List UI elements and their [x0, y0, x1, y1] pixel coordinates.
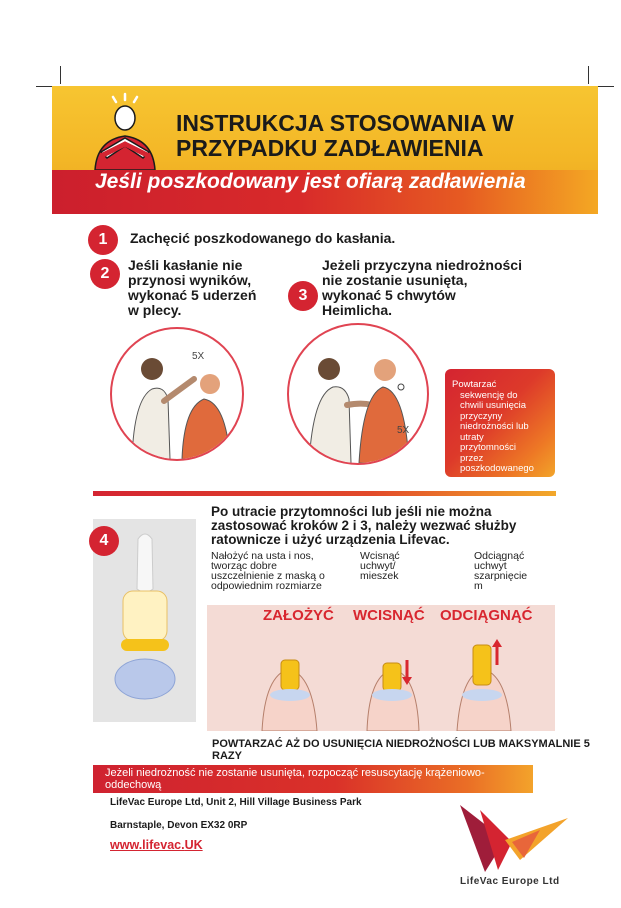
text-line: Po utracie przytomności lub jeśli nie można: [211, 504, 492, 519]
back-blow-illustration: [110, 327, 244, 461]
section-divider: [93, 491, 556, 496]
step-4-sub-1: [211, 551, 351, 591]
address-line-2: Barnstaple, Devon EX32 0RP: [110, 820, 248, 831]
step-number-3: 3: [288, 281, 318, 311]
text-line: sekwencję do: [460, 389, 518, 401]
repeat-until-note: [212, 738, 612, 762]
text-line: POWTARZAĆ AŻ DO USUNIĘCIA NIEDROŻNOŚCI LUB MAKSYMALNIE 5: [212, 738, 590, 750]
title-line: INSTRUKCJA STOSOWANIA W: [176, 110, 514, 136]
lifevac-logo-icon: [450, 800, 570, 875]
text-line: szarpnięcie: [474, 570, 528, 582]
step-2-text: [128, 258, 256, 318]
crop-mark: [60, 66, 61, 84]
text-line: tworząc dobre: [211, 560, 277, 572]
text-line: wykonać 5 uderzeń: [128, 287, 257, 303]
text-line: Odciągnąć: [474, 550, 525, 562]
text-line: Jeśli kasłanie nie: [128, 257, 243, 273]
text-line: uszczelnienie z maską o: [211, 570, 325, 582]
text-line: poszkodowanego: [460, 463, 534, 474]
text-line: niedrożności lub: [460, 421, 529, 432]
website-link[interactable]: [110, 838, 203, 852]
label-odciagnac: ODCIĄGNĄĆ: [440, 607, 533, 624]
crop-mark: [596, 86, 614, 87]
text-line: Jeżeli przyczyna niedrożności: [322, 257, 522, 273]
repeat-count-label: 5X: [397, 425, 410, 436]
text-line: odpowiednim rozmiarze: [211, 580, 322, 592]
step-number-2: 2: [90, 259, 120, 289]
text-line: Powtarzać: [452, 379, 497, 390]
website-link-main: www.lifevac.: [110, 838, 185, 852]
text-line: utraty: [460, 431, 484, 443]
text-line: Nałożyć na usta i nos,: [211, 550, 314, 562]
text-line: RAZY: [212, 750, 242, 762]
text-line: przyczyny: [460, 410, 503, 422]
label-zalozyc: ZAŁOŻYĆ: [263, 607, 334, 624]
text-line: Heimlicha.: [322, 302, 393, 318]
step-number-4: 4: [89, 526, 119, 556]
text-line: przez: [460, 452, 484, 464]
step-1-text: Zachęcić poszkodowanego do kasłania.: [130, 230, 396, 246]
step-number-1: 1: [88, 225, 118, 255]
text-line: oddechową: [105, 779, 162, 791]
back-blow-drawing: [112, 329, 242, 459]
text-line: chwili usunięcia: [460, 400, 527, 411]
text-line: Wcisnąć: [360, 550, 400, 562]
text-line: ratownicze i użyć urządzenia Lifevac.: [211, 532, 450, 547]
step-4-sub-3: [474, 551, 554, 591]
choking-person-icon: [85, 92, 165, 172]
text-line: wykonać 5 chwytów: [322, 287, 456, 303]
text-line: Jeżeli niedrożność nie zostanie usunięta, rozpocząć resuscytację krążeniowo-: [105, 767, 485, 779]
website-link-suffix: UK: [184, 838, 203, 852]
logo-text: LifeVac Europe Ltd: [460, 876, 560, 887]
address-line-1: LifeVac Europe Ltd, Unit 2, Hill Village Business Park: [110, 797, 362, 808]
page-title: [176, 111, 576, 161]
text-line: mieszek: [360, 570, 399, 582]
step-3-text: [322, 258, 522, 318]
crop-mark: [588, 66, 589, 84]
cpr-note: [105, 767, 535, 791]
heimlich-illustration: [287, 323, 429, 465]
label-wcisnac: WCISNĄĆ: [353, 607, 425, 624]
text-line: przytomności: [460, 442, 516, 453]
step-4-text: [211, 505, 556, 547]
text-line: nie zostanie usunięta,: [322, 272, 468, 288]
text-line: uchwyt: [474, 560, 507, 572]
text-line: przynosi wyników,: [128, 272, 252, 288]
text-line: m: [474, 580, 483, 592]
text-line: zastosować kroków 2 i 3, należy wezwać służby: [211, 518, 517, 533]
repeat-sequence-text: [452, 380, 548, 475]
heimlich-drawing: [289, 325, 427, 463]
title-line: PRZYPADKU ZADŁAWIENIA: [176, 135, 484, 161]
subtitle: Jeśli poszkodowany jest ofiarą zadławienia: [95, 170, 526, 193]
repeat-count-label: 5X: [192, 351, 205, 362]
step-4-sub-2: [360, 551, 430, 581]
text-line: uchwyt/: [360, 560, 396, 572]
text-line: w plecy.: [128, 302, 182, 318]
